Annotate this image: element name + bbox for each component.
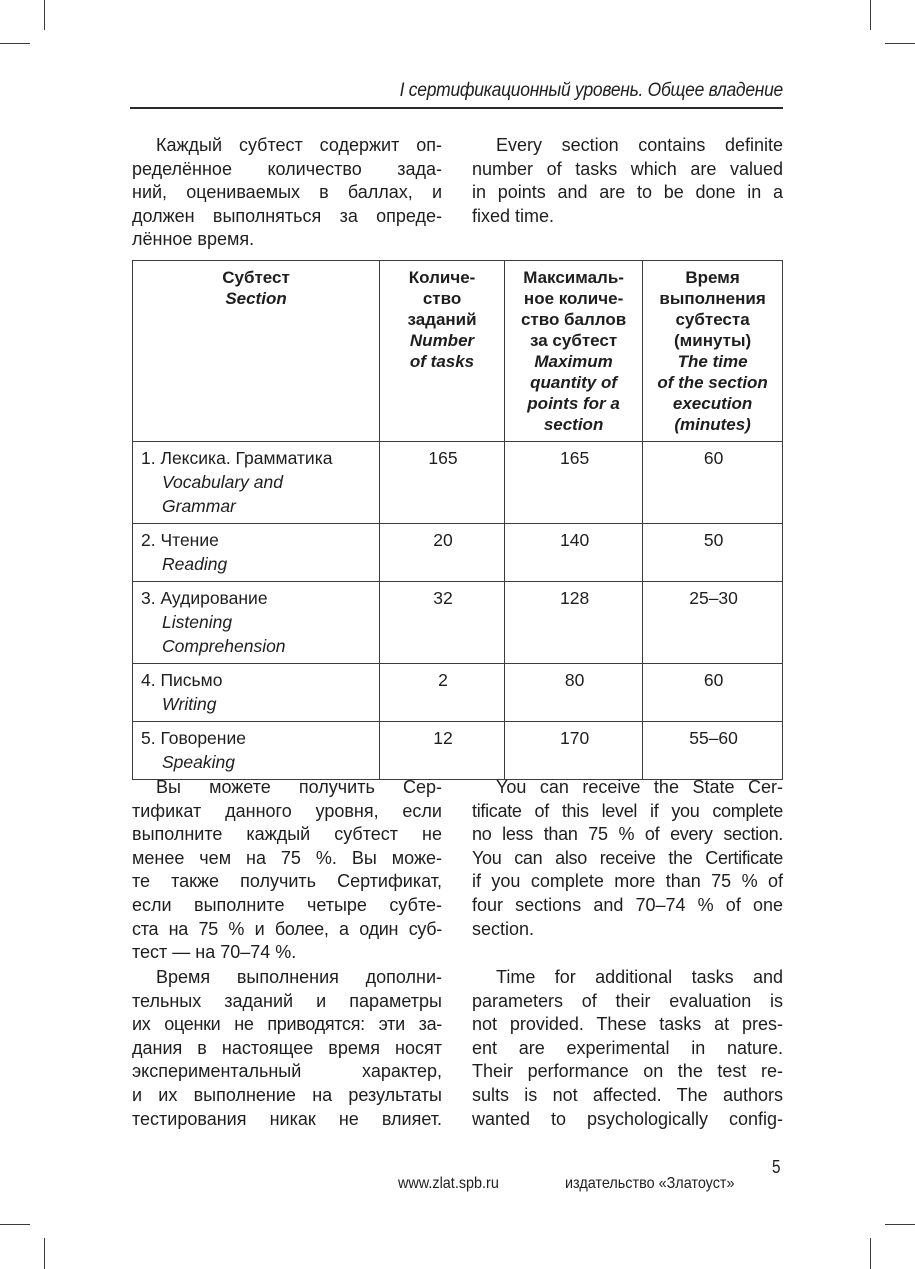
text-line: тельных заданий и параметры (132, 990, 442, 1011)
intro-ru-paragraph (132, 134, 442, 252)
tasks-cell: 20 (380, 524, 505, 582)
text-line: Every section contains definite (496, 135, 783, 155)
text-line: экспериментальный характер, (132, 1061, 442, 1082)
table-row (133, 582, 783, 664)
text-line: выполните каждый субтест не (132, 824, 442, 845)
text-line: section. (472, 918, 535, 939)
text-line: ста на 75 % и более, а один суб- (132, 918, 442, 939)
certificate-ru-paragraph (132, 776, 442, 965)
text-line: sults is not affected. The authors (472, 1084, 783, 1105)
footer-publisher: издательство «Златоуст» (565, 1175, 735, 1192)
crop-mark (44, 1238, 45, 1269)
table-row (133, 722, 783, 780)
page-number: 5 (772, 1157, 781, 1177)
text-line: Время выполнения дополни- (156, 967, 442, 987)
text-line: и их выполнение на результаты (132, 1084, 442, 1105)
text-line: тестирования никак не влияет. (132, 1108, 442, 1129)
text-line: ределённое количество зада- (132, 158, 442, 179)
text-line: parameters of their evaluation is (472, 990, 783, 1011)
text-line: те также получить Сертификат, (132, 871, 442, 892)
text-line: in points and are to be done in a (472, 182, 783, 203)
table-row (133, 442, 783, 524)
tasks-cell: 2 (380, 664, 505, 722)
text-line: должен выполняться за опреде- (132, 205, 442, 226)
table-row (133, 524, 783, 582)
sections-table (132, 260, 783, 780)
text-line: тест — на 70–74 %. (132, 942, 297, 963)
additional-en-paragraph (472, 966, 783, 1131)
intro-en-paragraph (472, 134, 783, 228)
table-header-row (133, 261, 783, 442)
section-name-cell: 5. Говорение Speaking (133, 722, 380, 780)
time-cell: 60 (643, 442, 783, 524)
header-time: Время выполнения субтеста (минуты) The time of the section execution (minutes) (643, 261, 783, 442)
crop-mark (0, 1224, 30, 1225)
text-line: wanted to psychologically config- (472, 1108, 783, 1129)
text-line: You can also receive the Certificate (472, 847, 783, 868)
crop-mark (870, 1238, 871, 1269)
text-line: tificate of this level if you complete (472, 800, 783, 821)
text-line: тификат данного уровня, если (132, 800, 442, 821)
section-name-cell: 2. Чтение Reading (133, 524, 380, 582)
footer-url-link[interactable]: www.zlat.spb.ru (398, 1175, 499, 1192)
tasks-cell: 32 (380, 582, 505, 664)
additional-ru-paragraph (132, 966, 442, 1131)
header-section: Субтест Section (133, 261, 380, 442)
running-head: I сертификационный уровень. Общее владение (399, 80, 783, 101)
section-name-cell: 4. Письмо Writing (133, 664, 380, 722)
header-rule (130, 107, 783, 109)
text-line: number of tasks which are valued (472, 158, 783, 179)
text-line: их оценки не приводятся: эти за- (132, 1014, 442, 1035)
crop-mark (885, 43, 915, 44)
crop-mark (870, 0, 871, 30)
text-line: менее чем на 75 %. Вы може- (132, 847, 442, 868)
text-line: no less than 75 % of every section. (472, 824, 783, 845)
text-line: лённое время. (132, 229, 255, 250)
tasks-cell: 165 (380, 442, 505, 524)
header-max-points: Максималь- ное количе- ство баллов за субтест Maximum quantity of points for a section (505, 261, 643, 442)
text-line: You can receive the State Cer- (496, 777, 783, 797)
crop-mark (885, 1224, 915, 1225)
crop-mark (0, 43, 30, 44)
crop-mark (44, 0, 45, 30)
points-cell: 140 (505, 524, 643, 582)
text-line: дания в настоящее время носят (132, 1037, 442, 1058)
tasks-cell: 12 (380, 722, 505, 780)
points-cell: 128 (505, 582, 643, 664)
text-line: Their performance on the test re- (472, 1061, 783, 1082)
section-name-cell: 3. Аудирование Listening Comprehension (133, 582, 380, 664)
text-line: fixed time. (472, 205, 555, 226)
text-line: ний, оцениваемых в баллах, и (132, 182, 442, 203)
header-number-of-tasks: Количе- ство заданий Number of tasks (380, 261, 505, 442)
time-cell: 25–30 (643, 582, 783, 664)
time-cell: 60 (643, 664, 783, 722)
text-line: if you complete more than 75 % of (472, 871, 783, 892)
text-line: four sections and 70–74 % of one (472, 894, 783, 915)
text-line: Time for additional tasks and (496, 967, 783, 987)
points-cell: 165 (505, 442, 643, 524)
text-line: Вы можете получить Сер- (156, 777, 442, 797)
certificate-en-paragraph (472, 776, 783, 941)
points-cell: 80 (505, 664, 643, 722)
section-name-cell: 1. Лексика. Грамматика Vocabulary and Grammar (133, 442, 380, 524)
text-line: Каждый субтест содержит оп- (156, 135, 442, 155)
text-line: ent are experimental in nature. (472, 1037, 783, 1058)
text-line: если выполните четыре субте- (132, 894, 442, 915)
text-line: not provided. These tasks at pres- (472, 1014, 783, 1035)
time-cell: 50 (643, 524, 783, 582)
table-row (133, 664, 783, 722)
time-cell: 55–60 (643, 722, 783, 780)
points-cell: 170 (505, 722, 643, 780)
